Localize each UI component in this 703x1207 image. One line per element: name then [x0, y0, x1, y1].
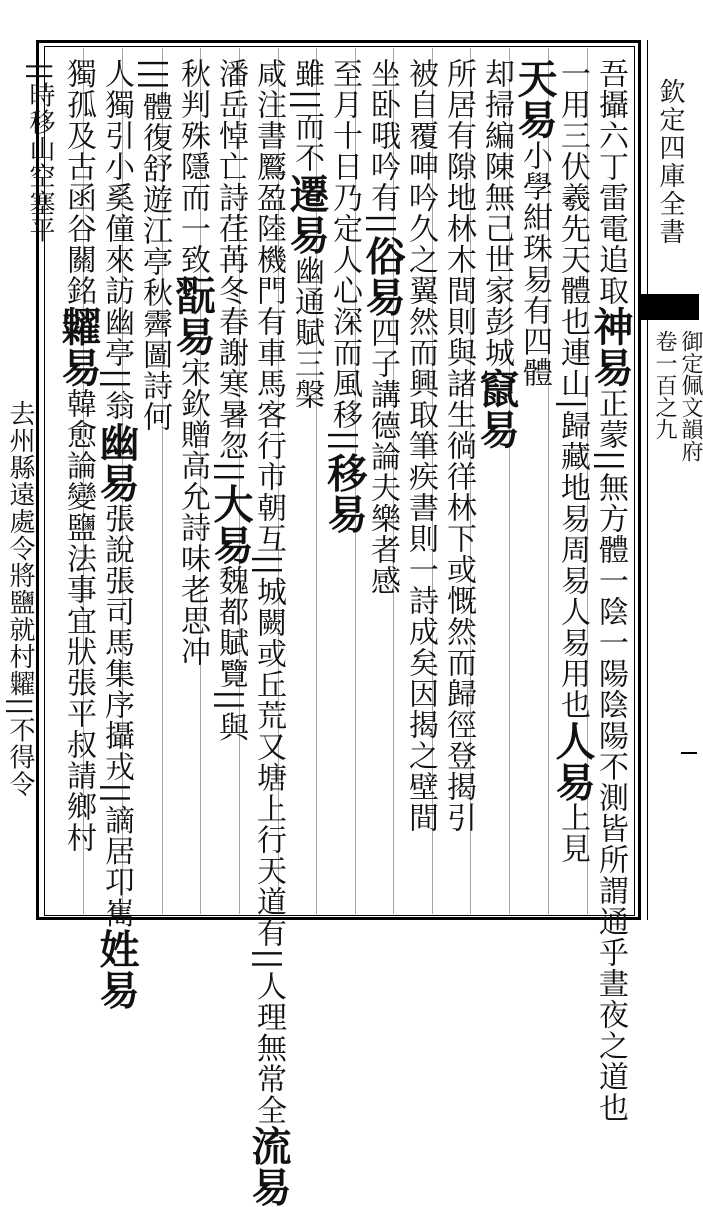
text-column-16: [24, 62, 56, 244]
headword: 翫易: [169, 275, 216, 357]
column-tail: 韓愈論變鹽法事宜狀張平叔請鄉村: [61, 388, 96, 853]
text-column-11: [207, 58, 254, 743]
volume-number: 卷一百之九: [652, 330, 677, 440]
text-column-3: [511, 58, 558, 388]
column-text: 去州縣遠處令將鹽就村糶||不得令: [5, 400, 35, 798]
margin-tick: [681, 752, 697, 754]
text-column-5: [440, 58, 476, 833]
column-text: |||體復舒遊江亭秋霽圖詩何: [137, 58, 172, 433]
column-text: 被自覆呻吟久之翼然而興取筆疾書則一詩成矣因揭之壁間: [403, 58, 438, 833]
book-title: 御定佩文韻府: [678, 330, 703, 462]
column-tail: 魏都賦覽||與: [213, 565, 248, 743]
text-column-12: [169, 58, 216, 667]
headword: 竄易: [473, 368, 520, 450]
text-column-17: [4, 400, 36, 798]
column-tail: 上見: [555, 802, 590, 865]
column-text: 獨孤及古函谷關銘: [61, 58, 96, 306]
text-column-13: [136, 58, 172, 432]
text-column-15: [55, 58, 102, 853]
column-text: 秋判殊隱而一致: [175, 58, 210, 275]
column-text: 吾攝六丁雷電追取: [593, 58, 628, 306]
column-text: 至月十日乃定: [327, 58, 362, 244]
headword: 人易: [549, 720, 596, 803]
text-column-10: [245, 58, 292, 1207]
column-text: 易有四體: [517, 264, 552, 388]
headword: 姓易: [93, 928, 140, 1011]
column-text: 一用三伏羲先天體也連山|歸藏地易周易人易用也: [555, 58, 590, 721]
text-column-8: [321, 58, 368, 535]
column-text: 戎||謫居卭嶲: [99, 751, 134, 929]
column-text: 潘岳悼亡詩荏苒冬春謝寒暑忽||: [213, 58, 248, 484]
column-text: ||時移山空塞平: [25, 62, 55, 244]
text-column-6: [402, 58, 438, 833]
column-text: 所居有隙地林木間則與諸生徜徉林下或慨然而歸徑登揭引: [441, 58, 476, 833]
headword: 俗易: [359, 235, 406, 318]
column-text: 人獨引小奚僮來訪幽亭||翁: [99, 58, 134, 422]
column-tail: 正蒙||無方體一陰一陽陰陽不測皆所謂通乎晝夜之道也: [593, 388, 628, 1124]
column-text: 陸機門有車馬客行市朝互||城闕或丘荒又塘上行天道有||人理無常全: [251, 213, 286, 1126]
column-tail: 小學紺珠: [517, 140, 552, 264]
text-column-1: [587, 58, 634, 1124]
column-text: 詩味老思冲: [175, 512, 210, 667]
headword: 神易: [587, 306, 634, 388]
headword: 大易: [207, 483, 254, 566]
column-text: 坐卧哦吟有||: [365, 58, 400, 236]
column-text: 咸注書鷢盈: [251, 58, 286, 213]
margin-border: [647, 40, 648, 920]
column-tail: 幽通賦三槃: [289, 255, 324, 411]
headword: 天易: [511, 58, 558, 140]
text-column-7: [359, 58, 406, 597]
text-column-2: [549, 58, 596, 865]
column-tail: 四子講德論夫樂者感: [365, 317, 400, 597]
headword: 流易: [245, 1125, 292, 1207]
column-tail: 張說張司馬集序攝: [99, 503, 134, 752]
column-text: 雖||而不: [289, 58, 324, 174]
collection-title: 欽定四庫全書: [655, 78, 685, 246]
text-column-14: [93, 58, 140, 1011]
headword: 糶易: [55, 306, 102, 388]
column-text: 人心深而風移||: [327, 244, 362, 453]
text-column-9: [283, 58, 330, 411]
fore-edge-margin: [641, 0, 703, 965]
headword: 移易: [321, 452, 368, 535]
fish-tail-mark: [641, 294, 699, 320]
headword: 幽易: [93, 421, 140, 504]
headword: 遷易: [283, 173, 330, 256]
text-column-4: [473, 58, 520, 450]
column-tail: 宋欽贈高允: [175, 357, 210, 512]
column-text: 却掃編陳無己世家彭城: [479, 58, 514, 368]
